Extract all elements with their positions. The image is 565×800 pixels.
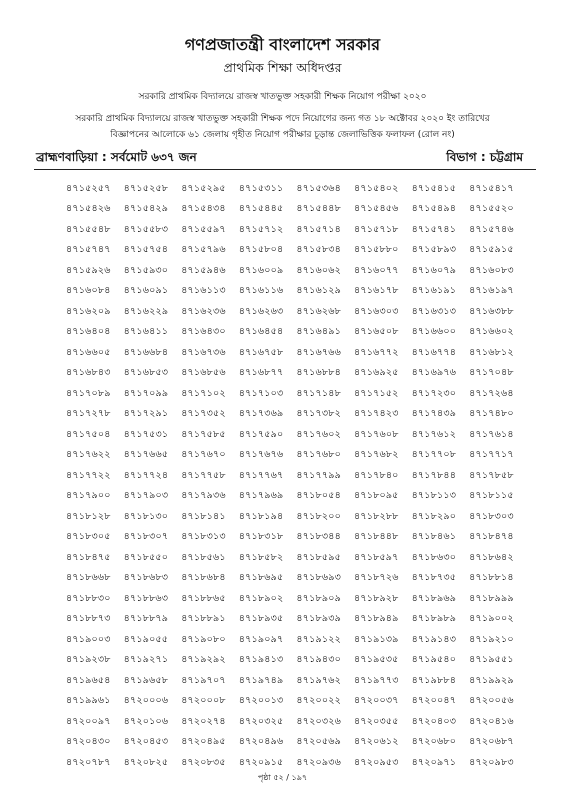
roll-number: ৪৭১৫৪২৬ bbox=[66, 203, 111, 215]
roll-number: ৪৭১৮১৯৪ bbox=[238, 510, 284, 522]
roll-number: ৪৭১৫৭১২ bbox=[238, 223, 284, 235]
roll-number: ৪৭১৬১১৬ bbox=[238, 285, 284, 297]
roll-number: ৪৭১৮৬৮৩ bbox=[123, 572, 169, 584]
roll-number: ৪৭১৭২৭৮ bbox=[66, 408, 111, 420]
roll-row bbox=[66, 179, 546, 200]
roll-row bbox=[66, 282, 546, 303]
roll-number: ৪৭২০৩২৫ bbox=[238, 715, 284, 727]
roll-number: ৪৭১৬৮৭৭ bbox=[238, 367, 284, 379]
roll-number: ৪৭১৭৫০৪ bbox=[66, 428, 111, 440]
roll-number: ৪৭১৫৪৪৮ bbox=[296, 203, 341, 215]
division-heading: বিভাগ : চট্টগ্রাম bbox=[446, 150, 523, 164]
government-title: গণপ্রজাতন্ত্রী বাংলাদেশ সরকার bbox=[184, 35, 381, 54]
roll-number: ৪৭১৭৮৪০ bbox=[353, 469, 399, 481]
roll-number: ৪৭২০৯৭১ bbox=[411, 756, 457, 768]
roll-number: ৪৭১৭০৮৯ bbox=[66, 387, 111, 399]
roll-number: ৪৭১৭৫৩১ bbox=[123, 428, 169, 440]
roll-number: ৪৭১৮১৪১ bbox=[181, 510, 226, 522]
roll-number: ৪৭১৫৭৪১ bbox=[411, 223, 457, 235]
roll-number: ৪৭১৯৯২৯ bbox=[469, 674, 514, 686]
roll-number: ৪৭১৭৭০৮ bbox=[411, 449, 457, 461]
roll-number: ৪৭১৬১৭৮ bbox=[353, 285, 399, 297]
roll-number: ৪৭১৮৪৬১ bbox=[411, 531, 457, 543]
roll-number: ৪৭১৯০৫৫ bbox=[123, 633, 169, 645]
roll-number: ৪৭১৮৫৯৭ bbox=[353, 551, 399, 563]
roll-number: ৪৭১৫৪৯৪ bbox=[411, 203, 457, 215]
roll-number: ৪৭২০৫৬৯ bbox=[296, 736, 341, 748]
roll-number: ৪৭১৭৩৬৯ bbox=[238, 408, 284, 420]
section-divider bbox=[34, 169, 536, 170]
roll-row bbox=[66, 548, 546, 569]
roll-number: ৪৭১৬৬০০ bbox=[411, 326, 457, 338]
roll-number: ৪৭১৮৯৯৯ bbox=[469, 592, 514, 604]
roll-number: ৪৭১৬০৬২ bbox=[296, 264, 341, 276]
roll-number: ৪৭১৭৮৫৮ bbox=[469, 469, 514, 481]
roll-number: ৪৭২০৪৯৬ bbox=[238, 736, 284, 748]
exam-title: সরকারি প্রাথমিক বিদ্যালয়ে রাজস্ব খাতভুক্ত সহকারী শিক্ষক নিয়োগ পরীক্ষা ২০২০ bbox=[138, 92, 427, 102]
roll-number: ৪৭২০০০৬ bbox=[123, 695, 169, 707]
roll-number: ৪৭১৯৫৪০ bbox=[411, 654, 457, 666]
roll-number: ৪৭১৬০৯১ bbox=[123, 285, 169, 297]
roll-number: ৪৭১৫৫৯৭ bbox=[181, 223, 226, 235]
roll-number: ৪৭১৯১৩৯ bbox=[353, 633, 399, 645]
roll-number: ৪৭১৬১১৩ bbox=[181, 285, 226, 297]
roll-row bbox=[66, 487, 546, 508]
roll-number: ৪৭১৭২৬৪ bbox=[469, 387, 514, 399]
roll-number: ৪৭১৮১১৫ bbox=[469, 490, 514, 502]
roll-row bbox=[66, 405, 546, 426]
roll-row bbox=[66, 528, 546, 549]
roll-row bbox=[66, 200, 546, 221]
roll-number: ৪৭১৬৭৫৮ bbox=[238, 346, 284, 358]
roll-row bbox=[66, 323, 546, 344]
roll-number: ৪৭১৮৯৬৯ bbox=[411, 592, 457, 604]
roll-number: ৪৭১৮৭২৬ bbox=[353, 572, 399, 584]
roll-number: ৪৭১৯৫৫১ bbox=[469, 654, 514, 666]
roll-number: ৪৭১৭৭২২ bbox=[66, 469, 111, 481]
roll-row bbox=[66, 302, 546, 323]
roll-number: ৪৭২০১০৬ bbox=[123, 715, 169, 727]
roll-number: ৪৭১৫৯২৬ bbox=[66, 264, 111, 276]
roll-number: ৪৭১৬৭৭৪ bbox=[411, 346, 457, 358]
roll-number: ৪৭১৬১২৯ bbox=[296, 285, 341, 297]
roll-number: ৪৭১৮৯৮৯ bbox=[411, 613, 457, 625]
roll-row bbox=[66, 569, 546, 590]
roll-number: ৪৭১৭৬৭৬ bbox=[238, 449, 284, 461]
roll-number: ৪৭১৭০৪৮ bbox=[469, 367, 514, 379]
roll-number: ৪৭২০৯৫৩ bbox=[353, 756, 399, 768]
roll-number: ৪৭১৫৪৫৬ bbox=[353, 203, 399, 215]
roll-number: ৪৭২০৬৮৭ bbox=[469, 736, 514, 748]
roll-row bbox=[66, 507, 546, 528]
roll-number: ৪৭১৭৭৫৮ bbox=[181, 469, 226, 481]
roll-number: ৪৭১৯২৩৮ bbox=[66, 654, 111, 666]
roll-number: ৪৭১৬৮৮৪ bbox=[296, 367, 341, 379]
roll-number: ৪৭১৭৪৩৯ bbox=[411, 408, 457, 420]
roll-number: ৪৭১৯১২২ bbox=[296, 633, 341, 645]
roll-number: ৪৭১৫২৫৭ bbox=[66, 182, 111, 194]
roll-number: ৪৭১৫৪০২ bbox=[353, 182, 399, 194]
roll-number: ৪৭১৯৫৩৫ bbox=[353, 654, 399, 666]
roll-number: ৪৭১৮৯০৯ bbox=[296, 592, 341, 604]
roll-number: ৪৭১৭১৪৮ bbox=[296, 387, 341, 399]
roll-number: ৪৭১৫৩১১ bbox=[238, 182, 284, 194]
roll-number: ৪৭১৭৭২৪ bbox=[123, 469, 169, 481]
roll-number: ৪৭১৮৫৬১ bbox=[181, 551, 226, 563]
roll-number: ৪৭১৮৬৯৫ bbox=[238, 572, 284, 584]
roll-number: ৪৭১৭০৯৯ bbox=[123, 387, 169, 399]
roll-number: ৪৭১৯৪৩০ bbox=[296, 654, 341, 666]
roll-number: ৪৭১৮৯০২ bbox=[238, 592, 284, 604]
roll-number: ৪৭১৬৪০৪ bbox=[66, 326, 111, 338]
roll-number: ৪৭১৬৭৬৬ bbox=[296, 346, 341, 358]
roll-number: ৪৭১৯১৪৩ bbox=[411, 633, 457, 645]
roll-number: ৪৭২০০০৮ bbox=[181, 695, 226, 707]
roll-number: ৪৭১৫২৯৫ bbox=[181, 182, 226, 194]
roll-number: ৪৭১৭৬৬৫ bbox=[123, 449, 169, 461]
roll-row bbox=[66, 610, 546, 631]
roll-number: ৪৭২০৪৫৩ bbox=[123, 736, 169, 748]
roll-number: ৪৭১৮৩০৭ bbox=[123, 531, 169, 543]
roll-row bbox=[66, 692, 546, 713]
roll-number: ৪৭১৬৬৮৪ bbox=[123, 346, 169, 358]
roll-number: ৪৭১৮৫৫০ bbox=[123, 551, 169, 563]
roll-number: ৪৭১৬২৩৬ bbox=[181, 305, 226, 317]
roll-number: ৪৭১৮৬৩০ bbox=[411, 551, 457, 563]
roll-number: ৪৭১৯৬৫৮ bbox=[123, 674, 169, 686]
roll-row bbox=[66, 261, 546, 282]
roll-number: ৪৭১৮৮১৪ bbox=[469, 572, 514, 584]
roll-number: ৪৭১৬২৬৮ bbox=[296, 305, 341, 317]
roll-number: ৪৭১৭৬০৮ bbox=[353, 428, 399, 440]
roll-number: ৪৭১৯০৮০ bbox=[181, 633, 226, 645]
roll-number: ৪৭১৫৩৬৪ bbox=[296, 182, 341, 194]
roll-number: ৪৭১৮৪৭৫ bbox=[66, 551, 111, 563]
roll-number: ৪৭২০৯৩৬ bbox=[296, 756, 341, 768]
roll-number: ৪৭১৬৯২৫ bbox=[353, 367, 399, 379]
roll-number: ৪৭১৭৭৯৯ bbox=[296, 469, 341, 481]
roll-number: ৪৭১৮৯৪৯ bbox=[353, 613, 399, 625]
roll-number: ৪৭১৭২৩০ bbox=[411, 387, 457, 399]
roll-number: ৪৭১৬০৮৩ bbox=[469, 264, 514, 276]
roll-number: ৪৭১৭৫৯০ bbox=[238, 428, 284, 440]
roll-number: ৪৭১৭৭১৭ bbox=[469, 449, 514, 461]
roll-number: ৪৭১৮৮৩০ bbox=[66, 592, 111, 604]
roll-number: ৪৭২০৪৯৫ bbox=[181, 736, 226, 748]
roll-number: ৪৭১৯৮৮৪ bbox=[411, 674, 457, 686]
roll-number: ৪৭১৫৫৪৮ bbox=[66, 223, 111, 235]
roll-number: ৪৭১৭১০৩ bbox=[238, 387, 284, 399]
roll-row bbox=[66, 712, 546, 733]
roll-number: ৪৭১৫৮৯৩ bbox=[411, 244, 457, 256]
roll-number: ৪৭১৮০৫৪ bbox=[296, 490, 341, 502]
roll-number: ৪৭১৫৭৪৭ bbox=[66, 244, 111, 256]
roll-number: ৪৭১৯৬৫৪ bbox=[66, 674, 111, 686]
roll-number: ৪৭১৬৩১৩ bbox=[411, 305, 457, 317]
district-heading: ব্রাহ্মণবাড়িয়া : সর্বমোট ৬৩৭ জন bbox=[36, 150, 197, 164]
roll-number: ৪৭১৫৯৪৬ bbox=[181, 264, 226, 276]
roll-number: ৪৭১৯০৯৭ bbox=[238, 633, 284, 645]
roll-row bbox=[66, 733, 546, 754]
directorate-title: প্রাথমিক শিক্ষা অধিদপ্তর bbox=[223, 60, 342, 75]
roll-number: ৪৭১৮৬৯৩ bbox=[296, 572, 341, 584]
roll-number: ৪৭২০০৩৭ bbox=[353, 695, 399, 707]
roll-number: ৪৭১৭৯০৩ bbox=[123, 490, 169, 502]
roll-number: ৪৭১৫৭১৮ bbox=[353, 223, 399, 235]
roll-number: ৪৭১৯৯৬১ bbox=[66, 695, 111, 707]
roll-number: ৪৭২০৯১৫ bbox=[238, 756, 284, 768]
roll-number: ৪৭২০৩২৬ bbox=[296, 715, 342, 727]
roll-number: ৪৭১৫৮৩৪ bbox=[296, 244, 341, 256]
roll-number: ৪৭১৮৪৪৮ bbox=[353, 531, 399, 543]
roll-number: ৪৭১৬৬০৫ bbox=[66, 346, 111, 358]
roll-number: ৪৭২০০৫৬ bbox=[469, 695, 514, 707]
roll-number: ৪৭১৯০০২ bbox=[469, 613, 514, 625]
roll-row bbox=[66, 241, 546, 262]
roll-number: ৪৭১৮৮৯১ bbox=[181, 613, 226, 625]
roll-row bbox=[66, 425, 546, 446]
roll-number: ৪৭১৭১০২ bbox=[181, 387, 226, 399]
roll-number: ৪৭১৫২৫৮ bbox=[123, 182, 169, 194]
roll-number: ৪৭১৭৪৮০ bbox=[469, 408, 514, 420]
roll-number: ৪৭১৬৭৭২ bbox=[353, 346, 399, 358]
roll-number: ৪৭২০৪৩০ bbox=[66, 736, 111, 748]
roll-number: ৪৭২০৪০৩ bbox=[411, 715, 457, 727]
roll-row bbox=[66, 466, 546, 487]
roll-number: ৪৭১৭৩৫২ bbox=[181, 408, 226, 420]
intro-line-1: সরকারি প্রাথমিক বিদ্যালয়ে রাজস্ব খাতভুক্ত সহকারী শিক্ষক পদে নিয়োগের জন্য গত ১৮ অক্টোবর ২০২০ ইং তারিখের bbox=[75, 114, 490, 124]
roll-number: ৪৭১৮৪৭৪ bbox=[469, 531, 514, 543]
roll-number: ৪৭১৭৬১৪ bbox=[469, 428, 514, 440]
roll-number: ৪৭১৬৪১১ bbox=[123, 326, 169, 338]
roll-number: ৪৭২০২৭৪ bbox=[181, 715, 226, 727]
roll-number: ৪৭২০৯৮৩ bbox=[469, 756, 514, 768]
roll-number: ৪৭১৫৮৮০ bbox=[353, 244, 399, 256]
roll-number: ৪৭২০৩৫৫ bbox=[353, 715, 399, 727]
roll-row bbox=[66, 384, 546, 405]
roll-number: ৪৭১৫৮০৪ bbox=[238, 244, 284, 256]
roll-number: ৪৭১৮১১৩ bbox=[411, 490, 457, 502]
roll-row bbox=[66, 589, 546, 610]
roll-row bbox=[66, 343, 546, 364]
roll-number: ৪৭১৭২৯১ bbox=[123, 408, 169, 420]
roll-number: ৪৭১৮১৩০ bbox=[123, 510, 169, 522]
roll-number: ৪৭১৫৯১৫ bbox=[469, 244, 514, 256]
roll-number: ৪৭১৬৩৮৮ bbox=[469, 305, 514, 317]
roll-number: ৪৭১৬৫০৮ bbox=[353, 326, 399, 338]
roll-number: ৪৭১৮৬৬৮ bbox=[66, 572, 111, 584]
roll-number: ৪৭১৫৭৫৪ bbox=[123, 244, 169, 256]
roll-number: ৪৭১৮৯২৮ bbox=[353, 592, 399, 604]
roll-number: ৪৭২০৬১২ bbox=[353, 736, 399, 748]
roll-row bbox=[66, 651, 546, 672]
roll-number: ৪৭১৬২৬৩ bbox=[238, 305, 284, 317]
roll-number: ৪৭১৯০০৩ bbox=[66, 633, 111, 645]
roll-number-grid bbox=[66, 179, 546, 774]
roll-number: ৪৭১৬৭৩৬ bbox=[181, 346, 226, 358]
roll-number: ৪৭১৫৫২০ bbox=[469, 203, 514, 215]
roll-number: ৪৭১৯২৭১ bbox=[123, 654, 169, 666]
roll-number: ৪৭১৬০৭৭ bbox=[353, 264, 399, 276]
roll-number: ৪৭১৮২৮৮ bbox=[353, 510, 399, 522]
roll-number: ৪৭২০৭৮৭ bbox=[66, 756, 111, 768]
roll-number: ৪৭১৭৪২৩ bbox=[353, 408, 399, 420]
roll-number: ৪৭১৭৬৭০ bbox=[181, 449, 226, 461]
roll-number: ৪৭১৬৪৯১ bbox=[296, 326, 341, 338]
roll-number: ৪৭১৭৬২২ bbox=[66, 449, 111, 461]
roll-number: ৪৭১৮৯৩৯ bbox=[296, 613, 341, 625]
roll-number: ৪৭১৮৫৯৫ bbox=[296, 551, 341, 563]
roll-number: ৪৭১৬৮৫৬ bbox=[181, 367, 226, 379]
roll-number: ৪৭২০৬৮০ bbox=[411, 736, 457, 748]
roll-number: ৪৭১৫৫৮৩ bbox=[123, 223, 169, 235]
roll-number: ৪৭১৮২০০ bbox=[296, 510, 341, 522]
roll-row bbox=[66, 671, 546, 692]
roll-number: ৪৭১৮৩০৩ bbox=[469, 510, 514, 522]
roll-number: ৪৭১৯৭৭৩ bbox=[353, 674, 399, 686]
roll-number: ৪৭১৭৬১২ bbox=[411, 428, 457, 440]
roll-number: ৪৭১৭৬৮২ bbox=[353, 449, 399, 461]
roll-number: ৪৭১৭৩৮২ bbox=[296, 408, 341, 420]
roll-number: ৪৭১৬৬০২ bbox=[469, 326, 514, 338]
roll-number: ৪৭১৮৩০৫ bbox=[66, 531, 111, 543]
roll-number: ৪৭১৬১৯১ bbox=[411, 285, 457, 297]
roll-row bbox=[66, 630, 546, 651]
roll-number: ৪৭১৭৭৬৭ bbox=[238, 469, 284, 481]
roll-number: ৪৭১৫৯৩০ bbox=[123, 264, 169, 276]
roll-number: ৪৭১৫৪১৭ bbox=[469, 182, 514, 194]
roll-number: ৪৭১৭৯৬৯ bbox=[238, 490, 284, 502]
roll-number: ৪৭১৮৯৩৫ bbox=[238, 613, 284, 625]
roll-number: ৪৭১৯৭৬২ bbox=[296, 674, 341, 686]
roll-number: ৪৭১৮৮৭৩ bbox=[66, 613, 111, 625]
roll-number: ৪৭১৮৬৪২ bbox=[469, 551, 514, 563]
roll-number: ৪৭১৬২২৯ bbox=[123, 305, 169, 317]
roll-number: ৪৭১৮৩৪৪ bbox=[296, 531, 341, 543]
roll-number: ৪৭১৮২৯০ bbox=[411, 510, 457, 522]
roll-number: ৪৭১৬৪৫৪ bbox=[238, 326, 284, 338]
roll-number: ৪৭১৮৩১৮ bbox=[238, 531, 284, 543]
roll-number: ৪৭১৬৪৩০ bbox=[181, 326, 226, 338]
roll-number: ৪৭১৯২৯২ bbox=[181, 654, 226, 666]
roll-number: ৪৭১৫৭১৪ bbox=[296, 223, 341, 235]
roll-number: ৪৭১৬৮৪৩ bbox=[66, 367, 111, 379]
roll-number: ৪৭১৭৫৮৫ bbox=[181, 428, 226, 440]
roll-number: ৪৭২০০২২ bbox=[296, 695, 342, 707]
roll-number: ৪৭১৭৬০২ bbox=[296, 428, 341, 440]
roll-number: ৪৭১৯৪১৩ bbox=[238, 654, 284, 666]
roll-number: ৪৭১৯২১০ bbox=[469, 633, 514, 645]
roll-number: ৪৭১৮৭৩৫ bbox=[411, 572, 457, 584]
roll-number: ৪৭১৮১২৮ bbox=[66, 510, 111, 522]
roll-number: ৪৭১৯৭৪৯ bbox=[238, 674, 284, 686]
roll-number: ৪৭২০০৪৭ bbox=[411, 695, 457, 707]
roll-number: ৪৭২০৮৩৫ bbox=[181, 756, 226, 768]
roll-number: ৪৭১৫৪৩৪ bbox=[181, 203, 226, 215]
roll-number: ৪৭২০০৯৭ bbox=[66, 715, 111, 727]
roll-row bbox=[66, 446, 546, 467]
roll-number: ৪৭১৬০০৯ bbox=[238, 264, 284, 276]
intro-line-2: বিজ্ঞাপনের আলোকে ৬১ জেলায় গৃহীত নিয়োগ পরীক্ষার চূড়ান্ত জেলাভিত্তিক ফলাফল (রোল নং) bbox=[110, 130, 455, 140]
roll-number: ৪৭১৫৪৪৫ bbox=[238, 203, 284, 215]
roll-number: ৪৭১৮৫৮২ bbox=[238, 551, 284, 563]
roll-number: ৪৭১৬২০৯ bbox=[66, 305, 111, 317]
roll-number: ৪৭১৬০৮৪ bbox=[66, 285, 111, 297]
roll-number: ৪৭১৬০৭৯ bbox=[411, 264, 457, 276]
roll-number: ৪৭১৫৪১৫ bbox=[411, 182, 457, 194]
roll-number: ৪৭১৭১৫২ bbox=[353, 387, 399, 399]
roll-number: ৪৭২০৪১৬ bbox=[469, 715, 514, 727]
roll-number: ৪৭১৭৯৩৬ bbox=[181, 490, 226, 502]
roll-number: ৪৭১৬৯৭৬ bbox=[411, 367, 457, 379]
roll-number: ৪৭১৬১৯৭ bbox=[469, 285, 514, 297]
roll-row bbox=[66, 364, 546, 385]
roll-number: ৪৭২০০১৩ bbox=[238, 695, 284, 707]
roll-number: ৪৭১৮৮৬৩ bbox=[123, 592, 169, 604]
roll-number: ৪৭১৭৮৪৪ bbox=[411, 469, 457, 481]
roll-number: ৪৭১৭৬৮০ bbox=[296, 449, 341, 461]
roll-number: ৪৭১৮৬৮৪ bbox=[181, 572, 226, 584]
roll-number: ৪৭১৮৮৭৯ bbox=[123, 613, 169, 625]
roll-number: ৪৭১৫৭৪৬ bbox=[469, 223, 514, 235]
page-number: পৃষ্ঠা ৫২ / ১৯৭ bbox=[257, 773, 308, 782]
roll-number: ৪৭১৫৭৯৬ bbox=[181, 244, 226, 256]
roll-number: ৪৭১৬৩০৩ bbox=[353, 305, 399, 317]
roll-row bbox=[66, 753, 546, 774]
intro-text bbox=[58, 111, 507, 143]
roll-number: ৪৭১৯৭০৭ bbox=[181, 674, 226, 686]
roll-number: ৪৭১৮০৯৫ bbox=[353, 490, 399, 502]
roll-number: ৪৭২০৮২৫ bbox=[123, 756, 169, 768]
roll-number: ৪৭১৬৮৫৩ bbox=[123, 367, 169, 379]
roll-number: ৪৭১৫৪২৯ bbox=[123, 203, 169, 215]
roll-number: ৪৭১৮৮৬৫ bbox=[181, 592, 226, 604]
roll-row bbox=[66, 220, 546, 241]
roll-number: ৪৭১৬৮১২ bbox=[469, 346, 514, 358]
roll-number: ৪৭১৮৩১৩ bbox=[181, 531, 226, 543]
roll-number: ৪৭১৭৯০০ bbox=[66, 490, 111, 502]
